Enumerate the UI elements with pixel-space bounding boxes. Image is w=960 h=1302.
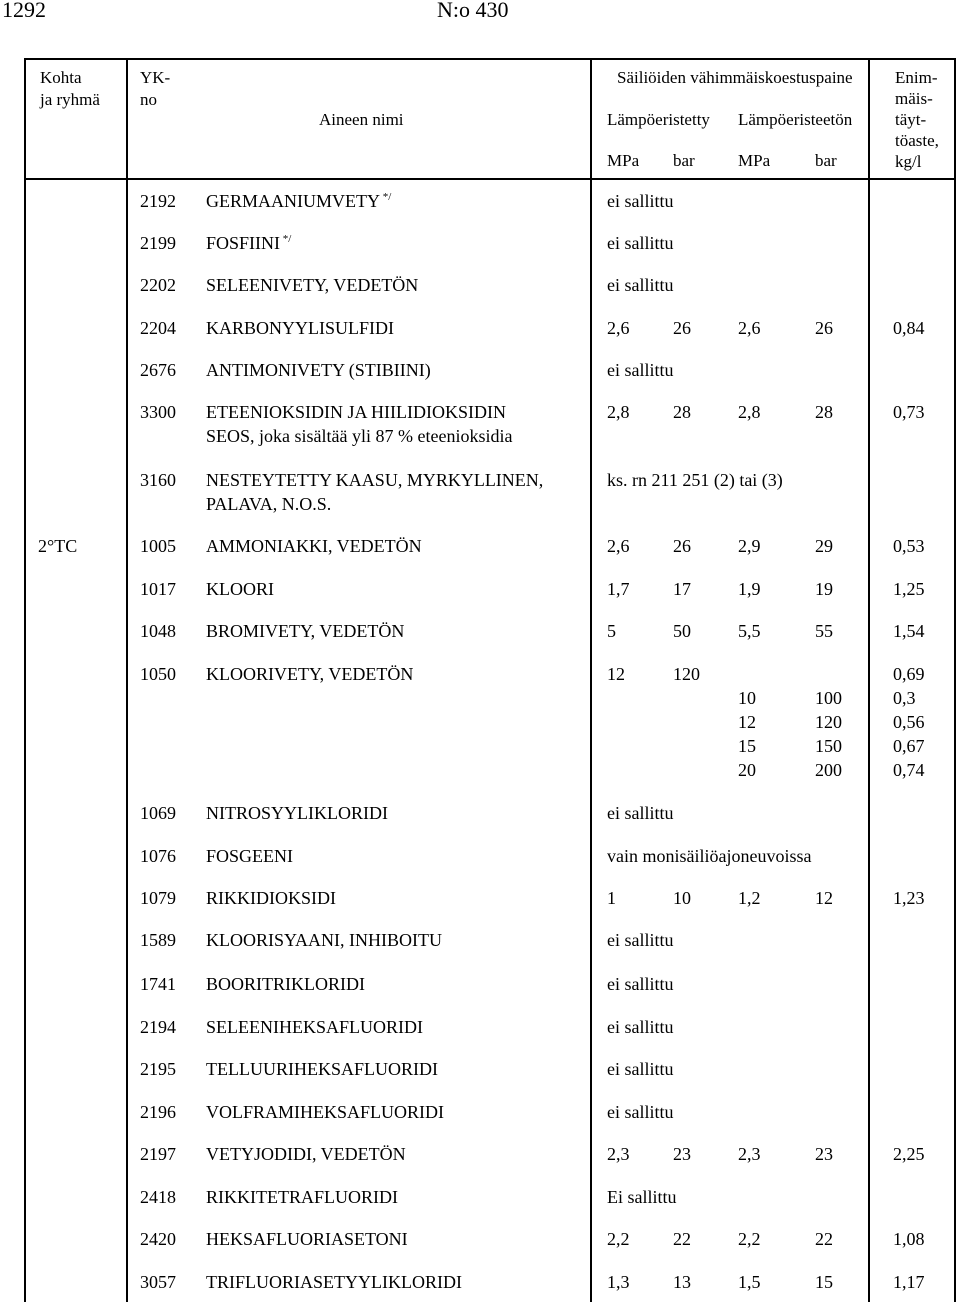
page-number: 1292: [2, 0, 46, 22]
pressure-note-cell: ei sallittu: [607, 233, 674, 253]
mpa-uninsulated-cell: 5,5: [738, 621, 761, 641]
un-number-cell: 2195: [140, 1059, 176, 1079]
bar-uninsulated-cell: 28: [815, 402, 833, 422]
mpa-uninsulated-cell: 1,9: [738, 579, 761, 599]
header-ryhma: ja ryhmä: [40, 90, 100, 109]
filling-ratio-cell: 0,69: [893, 664, 925, 684]
filling-ratio-cell: 1,17: [893, 1272, 925, 1292]
issue-number: N:o 430: [437, 0, 509, 22]
pressure-note-cell: ei sallittu: [607, 275, 674, 295]
header-bar-2: bar: [815, 151, 837, 170]
mpa-uninsulated-cell: 2,6: [738, 318, 761, 338]
col-rule-un: [126, 58, 128, 1302]
un-number-cell: 1050: [140, 664, 176, 684]
substance-name-cell-line2: SEOS, joka sisältää yli 87 % eteenioksidia: [206, 426, 513, 446]
mpa-uninsulated-cell: 2,9: [738, 536, 761, 556]
filling-ratio-cell: 0,53: [893, 536, 925, 556]
un-number-cell: 3057: [140, 1272, 176, 1292]
bar-insulated-cell: 17: [673, 579, 691, 599]
bar-uninsulated-cell: 150: [815, 736, 842, 756]
mpa-insulated-cell: 5: [607, 621, 616, 641]
mpa-uninsulated-cell: 20: [738, 760, 756, 780]
substance-name-cell: BROMIVETY, VEDETÖN: [206, 621, 405, 641]
mpa-uninsulated-cell: 2,3: [738, 1144, 761, 1164]
header-yk-no: no: [140, 90, 157, 109]
pressure-note-cell: ei sallittu: [607, 930, 674, 950]
substance-name-cell: VETYJODIDI, VEDETÖN: [206, 1144, 406, 1164]
header-lampoeristetty: Lämpöeristetty: [607, 110, 710, 129]
bar-insulated-cell: 26: [673, 536, 691, 556]
bar-insulated-cell: 10: [673, 888, 691, 908]
substance-name-cell: AMMONIAKKI, VEDETÖN: [206, 536, 422, 556]
un-number-cell: 2204: [140, 318, 176, 338]
substance-name-cell: TRIFLUORIASETYYLIKLORIDI: [206, 1272, 462, 1292]
substance-name-cell: KLOORI: [206, 579, 274, 599]
filling-ratio-cell: 0,74: [893, 760, 925, 780]
filling-ratio-cell: 1,54: [893, 621, 925, 641]
un-number-cell: 1076: [140, 846, 176, 866]
un-number-cell: 3160: [140, 470, 176, 490]
header-enim-1: Enim-: [895, 68, 938, 87]
bar-uninsulated-cell: 22: [815, 1229, 833, 1249]
bar-uninsulated-cell: 55: [815, 621, 833, 641]
pressure-note-cell: ei sallittu: [607, 974, 674, 994]
pressure-note-cell: Ei sallittu: [607, 1187, 677, 1207]
substance-name-cell-line2: PALAVA, N.O.S.: [206, 494, 332, 514]
table-right-rule: [954, 58, 956, 1302]
substance-name-cell: ETEENIOKSIDIN JA HIILIDIOKSIDIN: [206, 402, 506, 422]
substance-name-cell: TELLUURIHEKSAFLUORIDI: [206, 1059, 438, 1079]
un-number-cell: 2196: [140, 1102, 176, 1122]
un-number-cell: 2418: [140, 1187, 176, 1207]
un-number-cell: 2202: [140, 275, 176, 295]
un-number-cell: 1741: [140, 974, 176, 994]
filling-ratio-cell: 0,84: [893, 318, 925, 338]
footnote-marker: */: [380, 191, 392, 203]
mpa-uninsulated-cell: 2,8: [738, 402, 761, 422]
pressure-note-cell: ei sallittu: [607, 1059, 674, 1079]
substance-name-cell: GERMAANIUMVETY */: [206, 191, 392, 211]
un-number-cell: 1589: [140, 930, 176, 950]
bar-insulated-cell: 13: [673, 1272, 691, 1292]
filling-ratio-cell: 0,67: [893, 736, 925, 756]
bar-uninsulated-cell: 15: [815, 1272, 833, 1292]
substance-name-cell: ANTIMONIVETY (STIBIINI): [206, 360, 431, 380]
un-number-cell: 2194: [140, 1017, 176, 1037]
pressure-note-cell: ks. rn 211 251 (2) tai (3): [607, 470, 783, 490]
mpa-uninsulated-cell: 15: [738, 736, 756, 756]
substance-name-cell: KLOORISYAANI, INHIBOITU: [206, 930, 442, 950]
substance-name-cell: VOLFRAMIHEKSAFLUORIDI: [206, 1102, 445, 1122]
bar-uninsulated-cell: 120: [815, 712, 842, 732]
mpa-uninsulated-cell: 12: [738, 712, 756, 732]
un-number-cell: 2197: [140, 1144, 176, 1164]
substance-name-cell: NITROSYYLIKLORIDI: [206, 803, 388, 823]
un-number-cell: 1017: [140, 579, 176, 599]
substance-name-cell: HEKSAFLUORIASETONI: [206, 1229, 408, 1249]
bar-insulated-cell: 23: [673, 1144, 691, 1164]
un-number-cell: 2420: [140, 1229, 176, 1249]
un-number-cell: 1005: [140, 536, 176, 556]
header-enim-2: mäis-: [895, 89, 933, 108]
mpa-insulated-cell: 1,3: [607, 1272, 630, 1292]
mpa-uninsulated-cell: 1,5: [738, 1272, 761, 1292]
header-enim-3: täyt-: [895, 110, 927, 129]
bar-insulated-cell: 22: [673, 1229, 691, 1249]
un-number-cell: 1069: [140, 803, 176, 823]
filling-ratio-cell: 0,3: [893, 688, 916, 708]
header-kohta: Kohta: [40, 68, 82, 87]
pressure-note-cell: ei sallittu: [607, 1017, 674, 1037]
bar-insulated-cell: 26: [673, 318, 691, 338]
bar-uninsulated-cell: 19: [815, 579, 833, 599]
mpa-uninsulated-cell: 10: [738, 688, 756, 708]
mpa-insulated-cell: 2,6: [607, 536, 630, 556]
pressure-note-cell: vain monisäiliöajoneuvoissa: [607, 846, 812, 866]
table-top-rule: [24, 58, 956, 60]
filling-ratio-cell: 2,25: [893, 1144, 925, 1164]
bar-insulated-cell: 28: [673, 402, 691, 422]
header-mpa-1: MPa: [607, 151, 640, 170]
mpa-insulated-cell: 12: [607, 664, 625, 684]
substance-name-cell: NESTEYTETTY KAASU, MYRKYLLINEN,: [206, 470, 544, 490]
filling-ratio-cell: 1,25: [893, 579, 925, 599]
filling-ratio-cell: 0,56: [893, 712, 925, 732]
bar-uninsulated-cell: 100: [815, 688, 842, 708]
footnote-marker: */: [280, 233, 292, 245]
bar-uninsulated-cell: 200: [815, 760, 842, 780]
mpa-uninsulated-cell: 2,2: [738, 1229, 761, 1249]
header-enim-4: töaste,: [895, 131, 939, 150]
mpa-insulated-cell: 2,8: [607, 402, 630, 422]
bar-insulated-cell: 50: [673, 621, 691, 641]
mpa-insulated-cell: 1,7: [607, 579, 630, 599]
mpa-insulated-cell: 2,6: [607, 318, 630, 338]
pressure-note-cell: ei sallittu: [607, 1102, 674, 1122]
mpa-insulated-cell: 1: [607, 888, 616, 908]
un-number-cell: 2199: [140, 233, 176, 253]
filling-ratio-cell: 1,08: [893, 1229, 925, 1249]
substance-name-cell: SELEENIVETY, VEDETÖN: [206, 275, 419, 295]
substance-name-cell: RIKKIDIOKSIDI: [206, 888, 336, 908]
substance-name-cell: KARBONYYLISULFIDI: [206, 318, 394, 338]
col-rule-name: [590, 58, 592, 1302]
header-yk: YK-: [140, 68, 171, 87]
header-mpa-2: MPa: [738, 151, 771, 170]
un-number-cell: 2676: [140, 360, 176, 380]
header-bottom-rule: [24, 178, 956, 180]
pressure-note-cell: ei sallittu: [607, 191, 674, 211]
substance-name-cell: FOSGEENI: [206, 846, 294, 866]
un-number-cell: 1048: [140, 621, 176, 641]
pressure-note-cell: ei sallittu: [607, 803, 674, 823]
header-aine: Aineen nimi: [319, 110, 404, 129]
filling-ratio-cell: 0,73: [893, 402, 925, 422]
bar-insulated-cell: 120: [673, 664, 700, 684]
mpa-uninsulated-cell: 1,2: [738, 888, 761, 908]
substance-name-cell: BOORITRIKLORIDI: [206, 974, 365, 994]
header-lampoeristeeton: Lämpöeristeetön: [738, 110, 853, 129]
substance-name-cell: FOSFIINI */: [206, 233, 292, 253]
un-number-cell: 2192: [140, 191, 176, 211]
header-sailiot: Säiliöiden vähimmäiskoestuspaine: [617, 68, 853, 87]
header-bar-1: bar: [673, 151, 695, 170]
filling-ratio-cell: 1,23: [893, 888, 925, 908]
substance-name-cell: KLOORIVETY, VEDETÖN: [206, 664, 414, 684]
substance-name-cell: RIKKITETRAFLUORIDI: [206, 1187, 398, 1207]
substance-name-cell: SELEENIHEKSAFLUORIDI: [206, 1017, 423, 1037]
bar-uninsulated-cell: 23: [815, 1144, 833, 1164]
table-left-rule: [24, 58, 26, 1302]
un-number-cell: 1079: [140, 888, 176, 908]
mpa-insulated-cell: 2,3: [607, 1144, 630, 1164]
pressure-note-cell: ei sallittu: [607, 360, 674, 380]
un-number-cell: 3300: [140, 402, 176, 422]
bar-uninsulated-cell: 29: [815, 536, 833, 556]
col-rule-pressure: [868, 58, 870, 1302]
header-enim-5: kg/l: [895, 152, 922, 171]
group-cell: 2°TC: [38, 536, 78, 556]
mpa-insulated-cell: 2,2: [607, 1229, 630, 1249]
bar-uninsulated-cell: 12: [815, 888, 833, 908]
bar-uninsulated-cell: 26: [815, 318, 833, 338]
